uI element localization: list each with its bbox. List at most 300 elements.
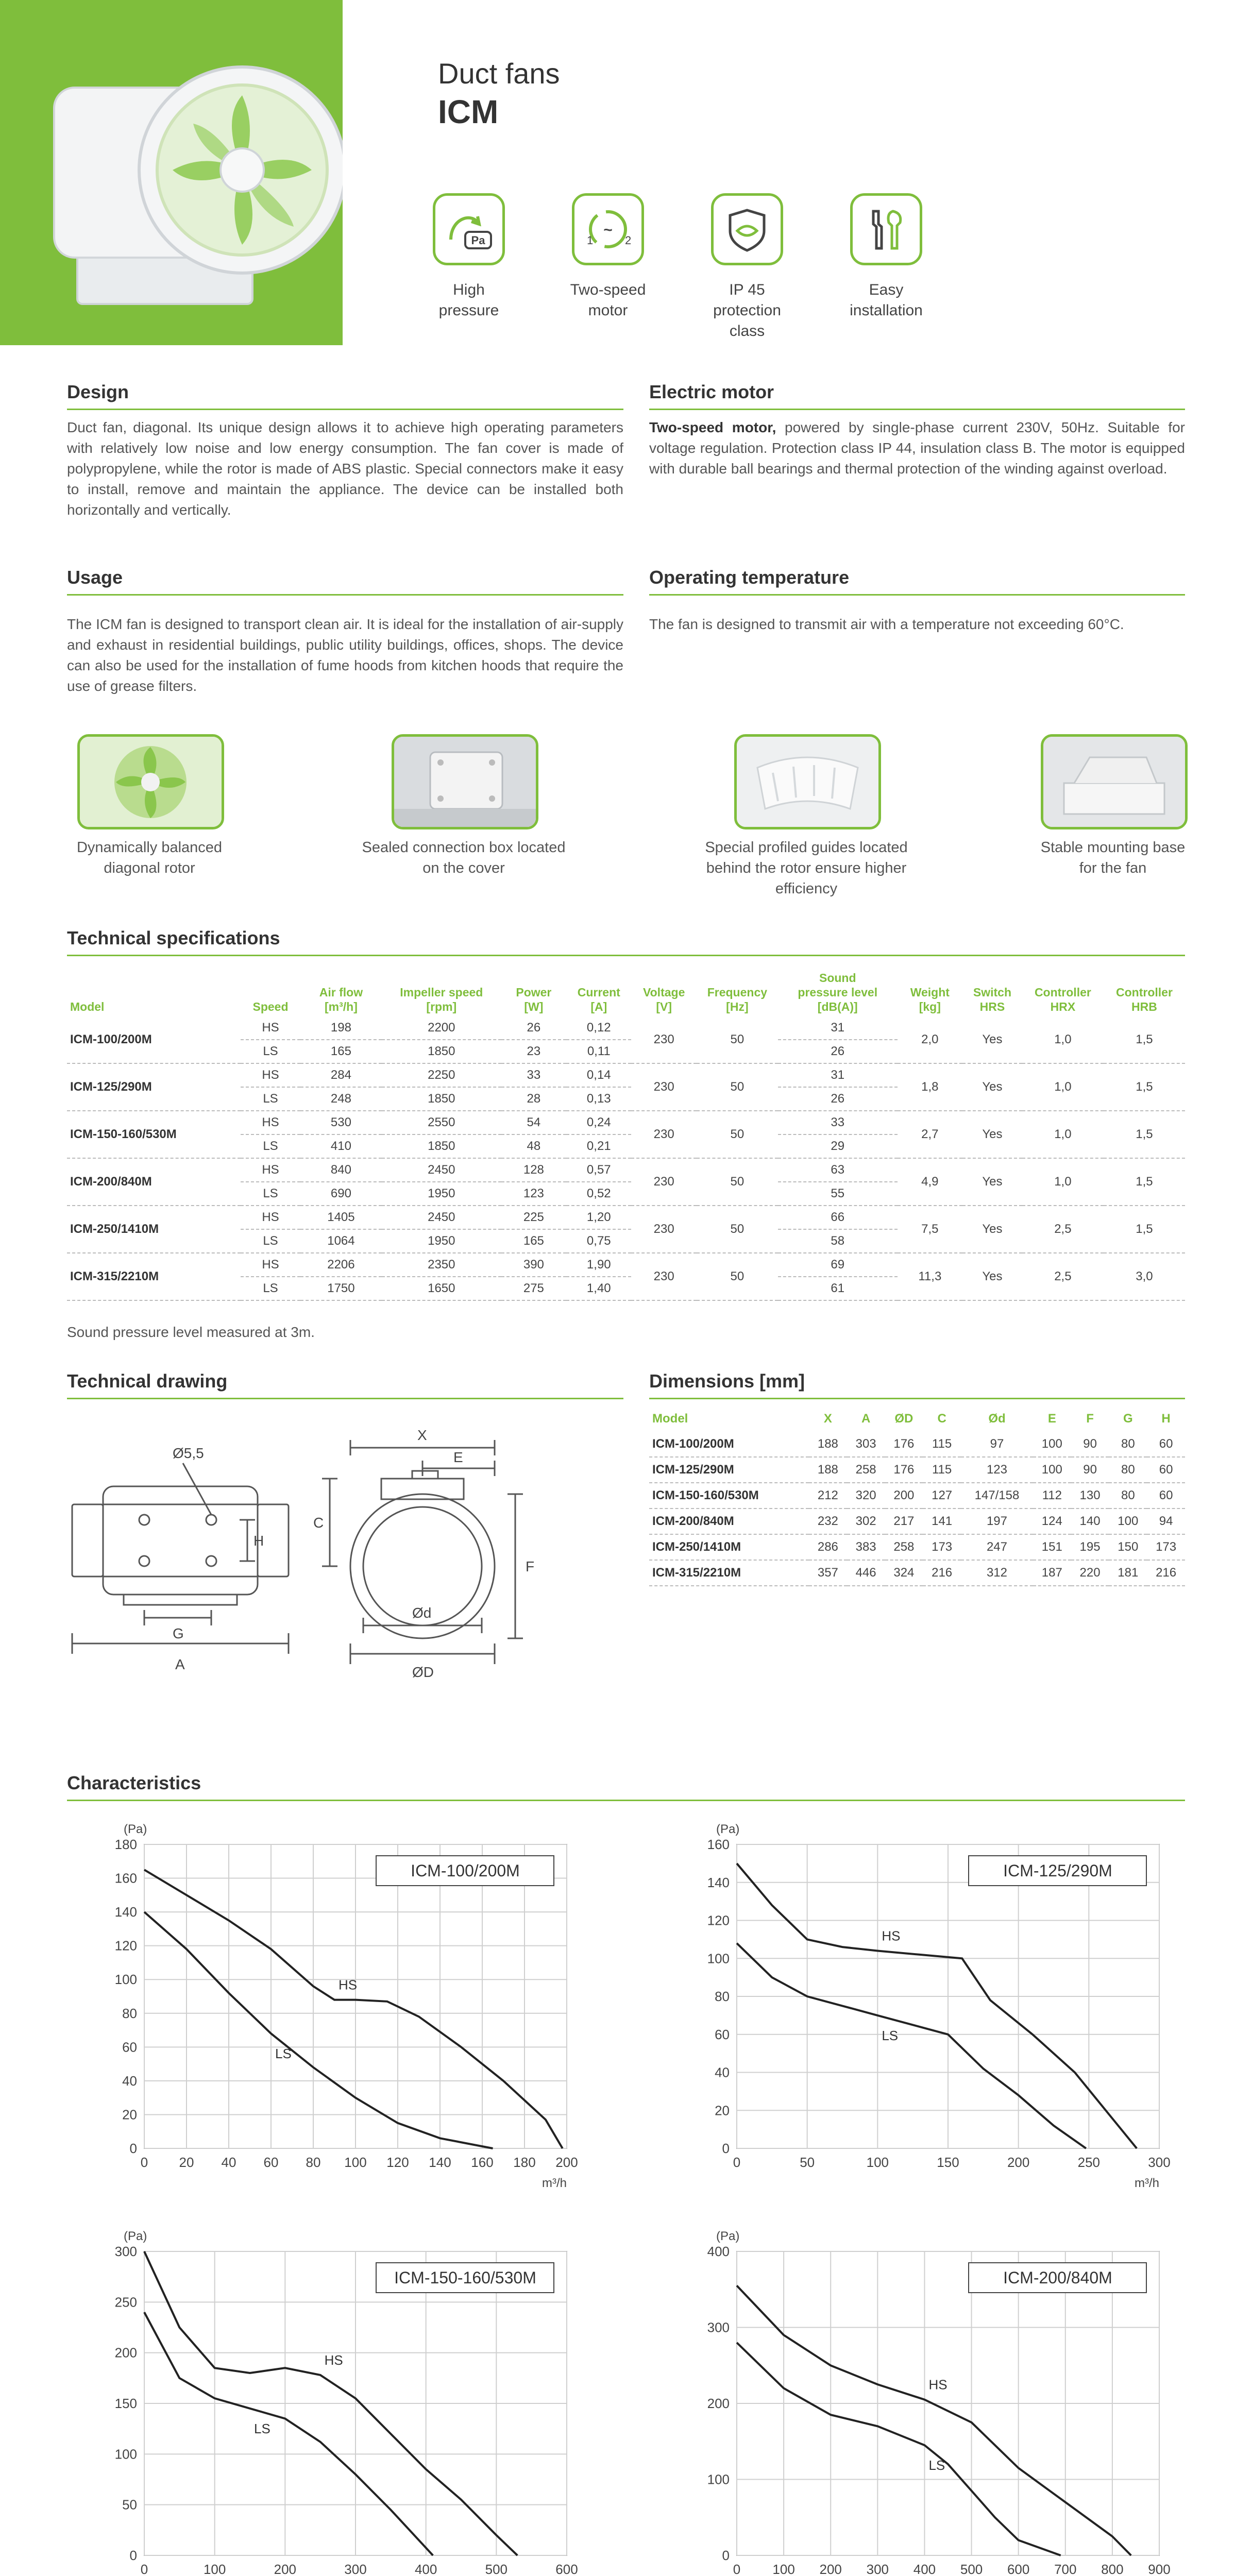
power-cell: 128: [501, 1158, 566, 1182]
sound-cell: 58: [778, 1229, 898, 1253]
y-tick-label: 0: [129, 2141, 137, 2156]
col-hrb-l1: Controller: [1116, 986, 1173, 999]
sound-cell: 69: [778, 1253, 898, 1277]
photo-profiled-guides: [734, 734, 881, 829]
frequency-cell: 50: [697, 1206, 778, 1253]
design-heading: Design: [67, 381, 129, 402]
feature-label-line1: Easy: [869, 281, 904, 298]
y-tick-label: 100: [114, 2446, 137, 2462]
x-tick-label: 700: [1054, 2562, 1077, 2576]
current-cell: 0,57: [566, 1158, 631, 1182]
drawing-label: H: [253, 1533, 264, 1549]
voltage-cell: 230: [631, 1063, 696, 1111]
x-tick-label: 80: [306, 2155, 321, 2170]
drawing-heading: Technical drawing: [67, 1370, 228, 1392]
y-tick-label: 200: [114, 2345, 137, 2361]
x-tick-label: 800: [1101, 2562, 1124, 2576]
dimension-cell: 446: [847, 1560, 885, 1586]
caption-line2: diagonal rotor: [104, 860, 195, 876]
hrb-cell: 3,0: [1104, 1253, 1185, 1300]
speed-cell: LS: [241, 1134, 300, 1158]
current-cell: 0,21: [566, 1134, 631, 1158]
chart-title: ICM-150-160/530M: [394, 2268, 536, 2287]
current-cell: 0,13: [566, 1087, 631, 1111]
svg-text:2: 2: [625, 234, 632, 247]
model-cell: ICM-100/200M: [67, 1016, 241, 1063]
power-cell: 165: [501, 1229, 566, 1253]
frequency-cell: 50: [697, 1016, 778, 1063]
col-weight-l2: [kg]: [919, 1000, 941, 1013]
frequency-cell: 50: [697, 1111, 778, 1158]
dimension-cell: 216: [1147, 1560, 1185, 1586]
dimension-cell: 320: [847, 1483, 885, 1509]
table-row: [649, 1431, 1185, 1457]
y-tick-label: 100: [114, 1972, 137, 1988]
current-cell: 1,90: [566, 1253, 631, 1277]
speed-cell: HS: [241, 1111, 300, 1134]
table-row: [67, 1206, 1185, 1229]
speed-cell: HS: [241, 1016, 300, 1040]
speed-cell: LS: [241, 1087, 300, 1111]
dimension-cell: 80: [1109, 1483, 1147, 1509]
model-cell: ICM-315/2210M: [649, 1560, 809, 1586]
x-tick-label: 100: [203, 2562, 226, 2576]
rpm-cell: 2250: [382, 1063, 501, 1087]
y-tick-label: 0: [722, 2141, 730, 2156]
x-tick-label: 500: [485, 2562, 508, 2576]
rpm-cell: 1650: [382, 1277, 501, 1300]
col-freq-l2: [Hz]: [726, 1000, 749, 1013]
hrb-cell: 1,5: [1104, 1158, 1185, 1206]
y-tick-label: 300: [707, 2319, 730, 2335]
col-voltage-l1: Voltage: [643, 986, 685, 999]
fan-product-image: [0, 0, 343, 345]
rpm-cell: 1850: [382, 1134, 501, 1158]
dimension-cell: 216: [923, 1560, 961, 1586]
y-tick-label: 60: [122, 2039, 137, 2055]
caption-line2: on the cover: [422, 860, 505, 876]
sound-cell: 31: [778, 1016, 898, 1040]
photo-rotor: [77, 734, 224, 829]
sound-cell: 26: [778, 1087, 898, 1111]
current-cell: 1,20: [566, 1206, 631, 1229]
power-cell: 33: [501, 1063, 566, 1087]
dimension-cell: 151: [1033, 1534, 1071, 1560]
y-axis-label: (Pa): [716, 1822, 740, 1836]
switch-cell: Yes: [962, 1253, 1022, 1300]
x-tick-label: 300: [344, 2562, 367, 2576]
specs-note: Sound pressure level measured at 3m.: [67, 1324, 315, 1340]
product-title: ICM: [438, 93, 499, 130]
col-voltage-l2: [V]: [656, 1000, 672, 1013]
series-label: LS: [254, 2420, 270, 2436]
col-hrb: [1104, 969, 1185, 1016]
col-airflow-l1: Air flow: [319, 986, 363, 999]
motor-text-bold: Two-speed motor,: [649, 419, 776, 435]
tools-icon: [850, 193, 922, 265]
series-label: LS: [882, 2027, 899, 2043]
power-cell: 390: [501, 1253, 566, 1277]
voltage-cell: 230: [631, 1253, 696, 1300]
sound-cell: 66: [778, 1206, 898, 1229]
col-hrx-l2: HRX: [1050, 1000, 1076, 1013]
y-tick-label: 180: [114, 1837, 137, 1852]
series-label: LS: [928, 2458, 945, 2473]
caption-line1: Special profiled guides located: [705, 839, 908, 856]
dimensions-heading: Dimensions [mm]: [649, 1370, 805, 1392]
x-tick-label: 0: [140, 2562, 148, 2576]
power-cell: 54: [501, 1111, 566, 1134]
dimension-cell: 90: [1071, 1431, 1109, 1457]
current-cell: 0,14: [566, 1063, 631, 1087]
y-tick-label: 200: [707, 2396, 730, 2411]
hrb-cell: 1,5: [1104, 1111, 1185, 1158]
col-sound-l1: pressure level: [798, 986, 878, 999]
photo-caption: [680, 837, 933, 899]
dimension-cell: 176: [885, 1457, 923, 1483]
switch-cell: Yes: [962, 1206, 1022, 1253]
x-tick-label: 200: [1007, 2155, 1030, 2170]
dimension-cell: 312: [961, 1560, 1033, 1586]
hrx-cell: 2,5: [1022, 1206, 1104, 1253]
dimension-cell: 247: [961, 1534, 1033, 1560]
dimension-cell: 220: [1071, 1560, 1109, 1586]
table-row: [649, 1457, 1185, 1483]
airflow-cell: 410: [300, 1134, 382, 1158]
model-cell: ICM-250/1410M: [649, 1534, 809, 1560]
airflow-cell: 284: [300, 1063, 382, 1087]
rpm-cell: 2200: [382, 1016, 501, 1040]
dimension-cell: 115: [923, 1431, 961, 1457]
specs-heading: Technical specifications: [67, 927, 280, 948]
feature-label-line1: High: [453, 281, 485, 298]
y-tick-label: 100: [707, 2471, 730, 2487]
hrb-cell: 1,5: [1104, 1063, 1185, 1111]
feature-high-pressure: [417, 193, 520, 321]
dimension-cell: 173: [1147, 1534, 1185, 1560]
col-impeller: [382, 969, 501, 1016]
section-divider: [67, 594, 623, 596]
voltage-cell: 230: [631, 1016, 696, 1063]
y-tick-label: 140: [707, 1874, 730, 1890]
svg-text:Pa: Pa: [471, 234, 485, 247]
section-divider: [67, 409, 623, 410]
airflow-cell: 530: [300, 1111, 382, 1134]
dimension-column-header: G: [1123, 1412, 1133, 1426]
airflow-cell: 840: [300, 1158, 382, 1182]
dimension-cell: 60: [1147, 1431, 1185, 1457]
y-axis-label: (Pa): [716, 2229, 740, 2243]
characteristic-chart: [649, 2221, 1190, 2576]
x-tick-label: 180: [513, 2155, 536, 2170]
dimension-cell: 140: [1071, 1509, 1109, 1534]
photo-mounting-base: [1041, 734, 1188, 829]
dimension-cell: 130: [1071, 1483, 1109, 1509]
dimensions-table: [649, 1406, 1185, 1586]
drawing-label: Ø5,5: [173, 1445, 204, 1461]
y-tick-label: 400: [707, 2244, 730, 2259]
dimension-cell: 212: [809, 1483, 847, 1509]
dimension-column-header: Ød: [988, 1412, 1006, 1426]
airflow-cell: 690: [300, 1182, 382, 1206]
table-row: [67, 1253, 1185, 1277]
dimension-cell: 176: [885, 1431, 923, 1457]
dimension-cell: 188: [809, 1431, 847, 1457]
x-tick-label: 600: [555, 2562, 578, 2576]
caption-line1: Stable mounting base: [1040, 839, 1186, 856]
sound-cell: 33: [778, 1111, 898, 1134]
x-tick-label: 200: [819, 2562, 842, 2576]
rpm-cell: 2550: [382, 1111, 501, 1134]
y-tick-label: 50: [122, 2497, 137, 2513]
dimension-cell: 188: [809, 1457, 847, 1483]
rpm-cell: 1850: [382, 1040, 501, 1063]
y-tick-label: 0: [722, 2548, 730, 2563]
dimension-cell: 217: [885, 1509, 923, 1534]
motor-heading: Electric motor: [649, 381, 774, 402]
dimension-cell: 141: [923, 1509, 961, 1534]
pressure-pa-icon: [433, 193, 505, 265]
dimensions-header-row: [649, 1406, 1185, 1431]
col-hrb-l2: HRB: [1131, 1000, 1157, 1013]
y-tick-label: 120: [114, 1938, 137, 1954]
x-tick-label: 0: [140, 2155, 148, 2170]
current-cell: 0,11: [566, 1040, 631, 1063]
dimension-cell: 173: [923, 1534, 961, 1560]
dimension-cell: 123: [961, 1457, 1033, 1483]
y-tick-label: 250: [114, 2294, 137, 2310]
col-sound-l0: Sound: [819, 971, 856, 985]
col-weight: [898, 969, 962, 1016]
dimension-cell: 80: [1109, 1457, 1147, 1483]
drawing-label: G: [173, 1625, 184, 1641]
dimension-column-header: H: [1161, 1412, 1171, 1426]
col-power: [501, 969, 566, 1016]
drawing-label: ØD: [412, 1664, 434, 1680]
hrx-cell: 2,5: [1022, 1253, 1104, 1300]
frequency-cell: 50: [697, 1063, 778, 1111]
table-row: [67, 1111, 1185, 1134]
x-tick-label: 100: [344, 2155, 367, 2170]
model-cell: ICM-125/290M: [649, 1457, 809, 1483]
feature-ip45: [696, 193, 799, 342]
dimension-cell: 97: [961, 1431, 1033, 1457]
x-tick-label: 120: [386, 2155, 409, 2170]
characteristic-chart: [57, 1814, 598, 2205]
table-row: [67, 1016, 1185, 1040]
temperature-heading: Operating temperature: [649, 567, 850, 588]
dimension-cell: 115: [923, 1457, 961, 1483]
hrx-cell: 1,0: [1022, 1158, 1104, 1206]
photo-connection-box: [392, 734, 538, 829]
characteristics-heading: Characteristics: [67, 1772, 201, 1793]
x-tick-label: 200: [555, 2155, 578, 2170]
col-frequency: [697, 969, 778, 1016]
svg-text:~: ~: [603, 222, 613, 239]
feature-label-line2: pressure: [438, 302, 499, 319]
col-power-l2: [W]: [524, 1000, 544, 1013]
series-label: HS: [928, 2377, 948, 2393]
voltage-cell: 230: [631, 1158, 696, 1206]
model-cell: ICM-100/200M: [649, 1431, 809, 1457]
table-row: [649, 1534, 1185, 1560]
power-cell: 123: [501, 1182, 566, 1206]
dimension-cell: 147/158: [961, 1483, 1033, 1509]
feature-label-line2: class: [729, 323, 765, 340]
series-label: HS: [324, 2352, 343, 2368]
dimension-cell: 127: [923, 1483, 961, 1509]
specs-header-row: [67, 969, 1185, 1016]
weight-cell: 4,9: [898, 1158, 962, 1206]
series-label: LS: [275, 2046, 292, 2062]
sound-cell: 61: [778, 1277, 898, 1300]
photo-caption: [49, 837, 250, 878]
speed-cell: HS: [241, 1063, 300, 1087]
x-tick-label: 400: [414, 2562, 437, 2576]
dimension-cell: 100: [1109, 1509, 1147, 1534]
chart-title: ICM-125/290M: [1003, 1861, 1112, 1880]
chart-title: ICM-100/200M: [411, 1861, 520, 1880]
photo-caption: [335, 837, 593, 878]
dimension-cell: 357: [809, 1560, 847, 1586]
table-row: [649, 1560, 1185, 1586]
y-tick-label: 160: [114, 1870, 137, 1886]
y-tick-label: 40: [715, 2064, 730, 2080]
y-tick-label: 20: [715, 2103, 730, 2119]
speed-cell: LS: [241, 1229, 300, 1253]
model-cell: ICM-315/2210M: [67, 1253, 241, 1300]
dimension-cell: 200: [885, 1483, 923, 1509]
chart-title: ICM-200/840M: [1003, 2268, 1112, 2287]
dimension-cell: 187: [1033, 1560, 1071, 1586]
weight-cell: 2,7: [898, 1111, 962, 1158]
model-cell: ICM-150-160/530M: [67, 1111, 241, 1158]
hrx-cell: 1,0: [1022, 1016, 1104, 1063]
svg-text:1: 1: [587, 234, 594, 247]
drawing-label: X: [417, 1427, 427, 1443]
x-tick-label: 0: [733, 2155, 741, 2170]
col-impeller-l1: Impeller speed: [400, 986, 483, 999]
y-tick-label: 80: [122, 2005, 137, 2021]
speed-cell: HS: [241, 1206, 300, 1229]
col-model: Model: [70, 1000, 105, 1013]
x-tick-label: 150: [937, 2155, 959, 2170]
rpm-cell: 2450: [382, 1158, 501, 1182]
x-tick-label: 300: [866, 2562, 889, 2576]
col-speed: Speed: [252, 1000, 289, 1013]
dimension-cell: 302: [847, 1509, 885, 1534]
rpm-cell: 1850: [382, 1087, 501, 1111]
hrx-cell: 1,0: [1022, 1063, 1104, 1111]
caption-line1: Sealed connection box located: [362, 839, 566, 856]
shield-ip45-icon: [711, 193, 783, 265]
dimension-column-header: A: [861, 1412, 871, 1426]
section-divider: [67, 955, 1185, 956]
airflow-cell: 2206: [300, 1253, 382, 1277]
x-axis-label: m³/h: [542, 2176, 567, 2190]
col-current: [566, 969, 631, 1016]
airflow-cell: 1750: [300, 1277, 382, 1300]
switch-cell: Yes: [962, 1158, 1022, 1206]
dimension-cell: 100: [1033, 1457, 1071, 1483]
col-voltage: [631, 969, 696, 1016]
x-tick-label: 300: [1148, 2155, 1171, 2170]
power-cell: 28: [501, 1087, 566, 1111]
x-axis-label: m³/h: [1135, 2176, 1159, 2190]
model-cell: ICM-125/290M: [67, 1063, 241, 1111]
x-tick-label: 0: [733, 2562, 741, 2576]
dimension-cell: 80: [1109, 1431, 1147, 1457]
weight-cell: 2,0: [898, 1016, 962, 1063]
dimension-cell: 232: [809, 1509, 847, 1534]
drawing-label: Ød: [412, 1605, 432, 1621]
power-cell: 26: [501, 1016, 566, 1040]
caption-line2: behind the rotor ensure higher: [706, 860, 907, 876]
dimension-cell: 94: [1147, 1509, 1185, 1534]
power-cell: 275: [501, 1277, 566, 1300]
caption-line2: for the fan: [1079, 860, 1147, 876]
feature-label-line1: IP 45 protection: [713, 281, 781, 319]
model-cell: ICM-150-160/530M: [649, 1483, 809, 1509]
dimension-cell: 112: [1033, 1483, 1071, 1509]
hrb-cell: 1,5: [1104, 1016, 1185, 1063]
feature-easy-install: [835, 193, 938, 321]
dimension-cell: 60: [1147, 1483, 1185, 1509]
technical-drawing: [62, 1412, 629, 1700]
col-switch-l2: HRS: [979, 1000, 1005, 1013]
col-freq-l1: Frequency: [707, 986, 768, 999]
switch-cell: Yes: [962, 1016, 1022, 1063]
rpm-cell: 1950: [382, 1182, 501, 1206]
characteristic-chart: [649, 1814, 1190, 2205]
x-tick-label: 60: [263, 2155, 279, 2170]
dimension-cell: 100: [1033, 1431, 1071, 1457]
weight-cell: 11,3: [898, 1253, 962, 1300]
hrx-cell: 1,0: [1022, 1111, 1104, 1158]
sound-cell: 26: [778, 1040, 898, 1063]
y-tick-label: 100: [707, 1951, 730, 1967]
x-tick-label: 100: [866, 2155, 889, 2170]
airflow-cell: 248: [300, 1087, 382, 1111]
product-subtitle: Duct fans: [438, 57, 560, 90]
x-tick-label: 50: [800, 2155, 815, 2170]
airflow-cell: 1405: [300, 1206, 382, 1229]
col-impeller-l2: [rpm]: [426, 1000, 457, 1013]
switch-cell: Yes: [962, 1111, 1022, 1158]
col-sound-l2: [dB(A)]: [817, 1000, 858, 1013]
voltage-cell: 230: [631, 1111, 696, 1158]
airflow-cell: 198: [300, 1016, 382, 1040]
y-axis-label: (Pa): [124, 1822, 147, 1836]
temperature-text: The fan is designed to transmit air with a temperature not exceeding 60°C.: [649, 616, 1124, 632]
section-divider: [649, 1398, 1185, 1399]
feature-label-line2: motor: [588, 302, 628, 319]
dimension-column-header: Model: [652, 1412, 688, 1426]
drawing-label: E: [453, 1449, 463, 1465]
x-tick-label: 20: [179, 2155, 194, 2170]
col-airflow-l2: [m³/h]: [325, 1000, 358, 1013]
hrb-cell: 1,5: [1104, 1206, 1185, 1253]
section-divider: [649, 409, 1185, 410]
speed-cell: HS: [241, 1253, 300, 1277]
x-tick-label: 160: [471, 2155, 494, 2170]
section-divider: [649, 594, 1185, 596]
x-tick-label: 600: [1007, 2562, 1030, 2576]
col-airflow: [300, 969, 382, 1016]
dimension-cell: 195: [1071, 1534, 1109, 1560]
airflow-cell: 165: [300, 1040, 382, 1063]
specs-table: [67, 969, 1185, 1301]
